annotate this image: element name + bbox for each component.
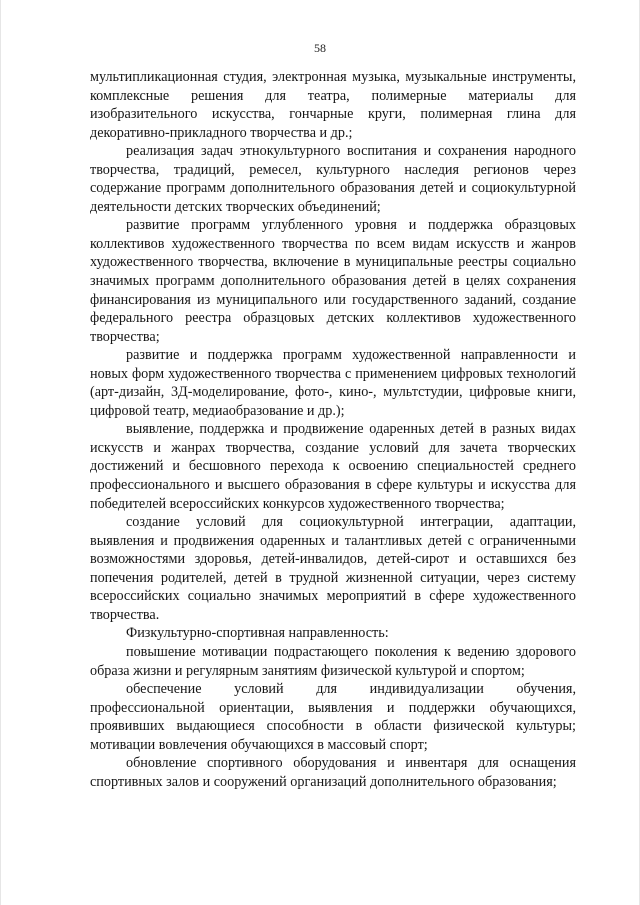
paragraph: повышение мотивации подрастающего поколения к ведению здорового образа жизни и регулярным занятиям физической культурой и спортом; bbox=[90, 643, 576, 679]
paragraph: мультипликационная студия, электронная музыка, музыкальные инструменты, комплексные решения для театра, полимерные материалы для изобразительного искусства, гончарные круги, полимерная глина для декоративно-прикладного творчества и др.; bbox=[90, 69, 576, 141]
paragraph: обновление спортивного оборудования и инвентаря для оснащения спортивных залов и сооружений организаций дополнительного образования; bbox=[90, 755, 576, 790]
body-text bbox=[90, 68, 576, 791]
paragraph: создание условий для социокультурной интеграции, адаптации, выявления и продвижения одаренных и талантливых детей с ограниченными возможностями здоровья, детей-инвалидов, детей-сирот и оставшихся без попечения родителей, детей в трудной жизненной ситуации, через систему всероссийских социально значимых мероприятий в сфере художественного творчества. bbox=[90, 514, 576, 623]
page-number: 58 bbox=[314, 41, 326, 55]
paragraph: обеспечение условий для индивидуализации обучения, профессиональной ориентации, выявления и поддержки обучающихся, проявивших выдающиеся способности в области физической культуры; мотивации вовлечения обучающихся в массовый спорт; bbox=[90, 681, 576, 753]
paragraph: развитие и поддержка программ художественной направленности и новых форм художественного творчества с применением цифровых технологий (арт-дизайн, 3Д-моделирование, фото-, кино-, мультстудии, цифровые книги, цифровой театр, медиаобразование и др.); bbox=[90, 347, 576, 419]
section-heading: Физкультурно-спортивная направленность: bbox=[126, 625, 389, 642]
paragraph: выявление, поддержка и продвижение одаренных детей в разных видах искусств и жанрах творчества, создание условий для зачета творческих достижений и бесшовного перехода к освоению специальностей среднего профессионального и высшего образования в сфере культуры и искусства для победителей всероссийских конкурсов художественного творчества; bbox=[90, 421, 576, 512]
paragraph: реализация задач этнокультурного воспитания и сохранения народного творчества, традиций, ремесел, культурного наследия регионов через содержание программ дополнительного образования детей и социокультурной деятельности детских творческих объединений; bbox=[90, 143, 576, 215]
paragraph: развитие программ углубленного уровня и поддержка образцовых коллективов художественного творчества по всем видам искусств и жанров художественного творчества, включение в муниципальные реестры социально значимых программ дополнительного образования детей в целях сохранения финансирования из муниципального или государственного заданий, создание федерального реестра образцовых детских коллективов художественного творчества; bbox=[90, 217, 576, 345]
scan-edge-left bbox=[0, 0, 1, 905]
